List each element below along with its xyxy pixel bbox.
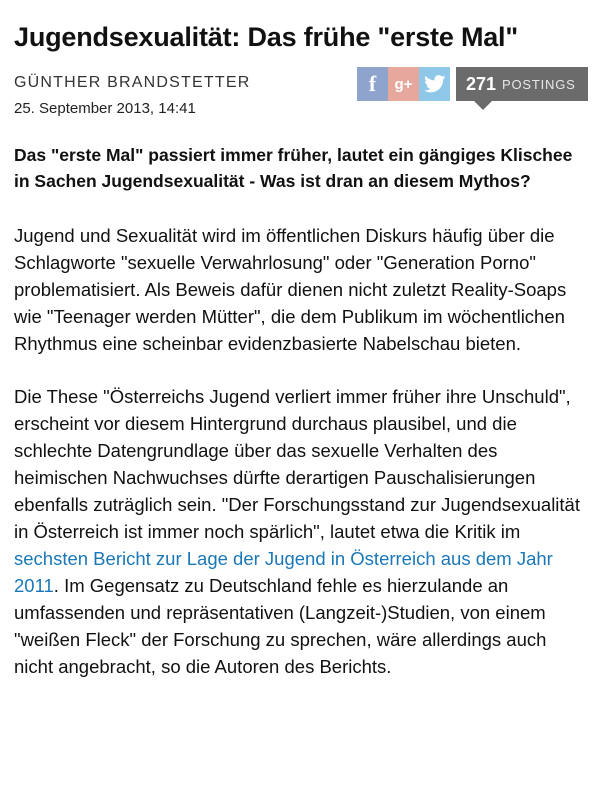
paragraph-2-text-start: Die These "Österreichs Jugend verliert immer früher ihre Unschuld", erscheint vor diesem Hintergrund durchaus plausibel, und die schlechte Datengrundlage über das sexuelle Verhalten des heimischen Nachwuchses dürfte derartigen Pauschalisierungen ebenfalls zuträglich sein. "Der Forschungsstand zur Jugendsexualität in Österreich ist immer noch spärlich", lautet etwa die Kritik im [14, 386, 580, 542]
facebook-share-button[interactable] [357, 67, 388, 101]
article-paragraph-1: Jugend und Sexualität wird im öffentlichen Diskurs häufig über die Schlagworte "sexuelle Verwahrlosung" oder "Generation Porno" problematisiert. Als Beweis dafür dienen nicht zuletzt Reality-Soaps wie "Teenager werden Mütter", die dem Publikum im wöchentlichen Rhythmus eine scheinbar evidenzbasierte Nabelschau bieten. [14, 225, 567, 354]
author-name[interactable]: GÜNTHER BRANDSTETTER [14, 74, 251, 91]
paragraph-2-text-end: . Im Gegensatz zu Deutschland fehle es hierzulande an umfassenden und repräsentativen (Langzeit-)Studien, von einem "weißen Fleck" der Forschung zu sprechen, wäre allerdings auch nicht angebracht, so die Autoren des Berichts. [14, 575, 547, 677]
postings-count-button[interactable] [456, 67, 588, 101]
article-lead: Das "erste Mal" passiert immer früher, lautet ein gängiges Klischee in Sachen Jugendsexualität - Was ist dran an diesem Mythos? [14, 145, 573, 191]
twitter-share-button[interactable] [419, 67, 450, 101]
article-title: Jugendsexualität: Das frühe "erste Mal" [14, 22, 518, 52]
article-paragraph-2 [14, 383, 586, 680]
publish-date: 25. September 2013, 14:41 [14, 100, 196, 117]
postings-label: POSTINGS [502, 76, 576, 92]
facebook-icon: f [368, 71, 377, 96]
google-plus-icon: g+ [394, 75, 413, 93]
jugendbericht-link[interactable]: sechsten Bericht zur Lage der Jugend in Österreich aus dem Jahr 2011 [14, 548, 553, 596]
postings-count: 271 [466, 73, 497, 94]
googleplus-share-button[interactable] [388, 67, 419, 101]
share-buttons [357, 67, 450, 101]
article-meta [14, 64, 586, 116]
twitter-bird-icon [424, 75, 446, 93]
